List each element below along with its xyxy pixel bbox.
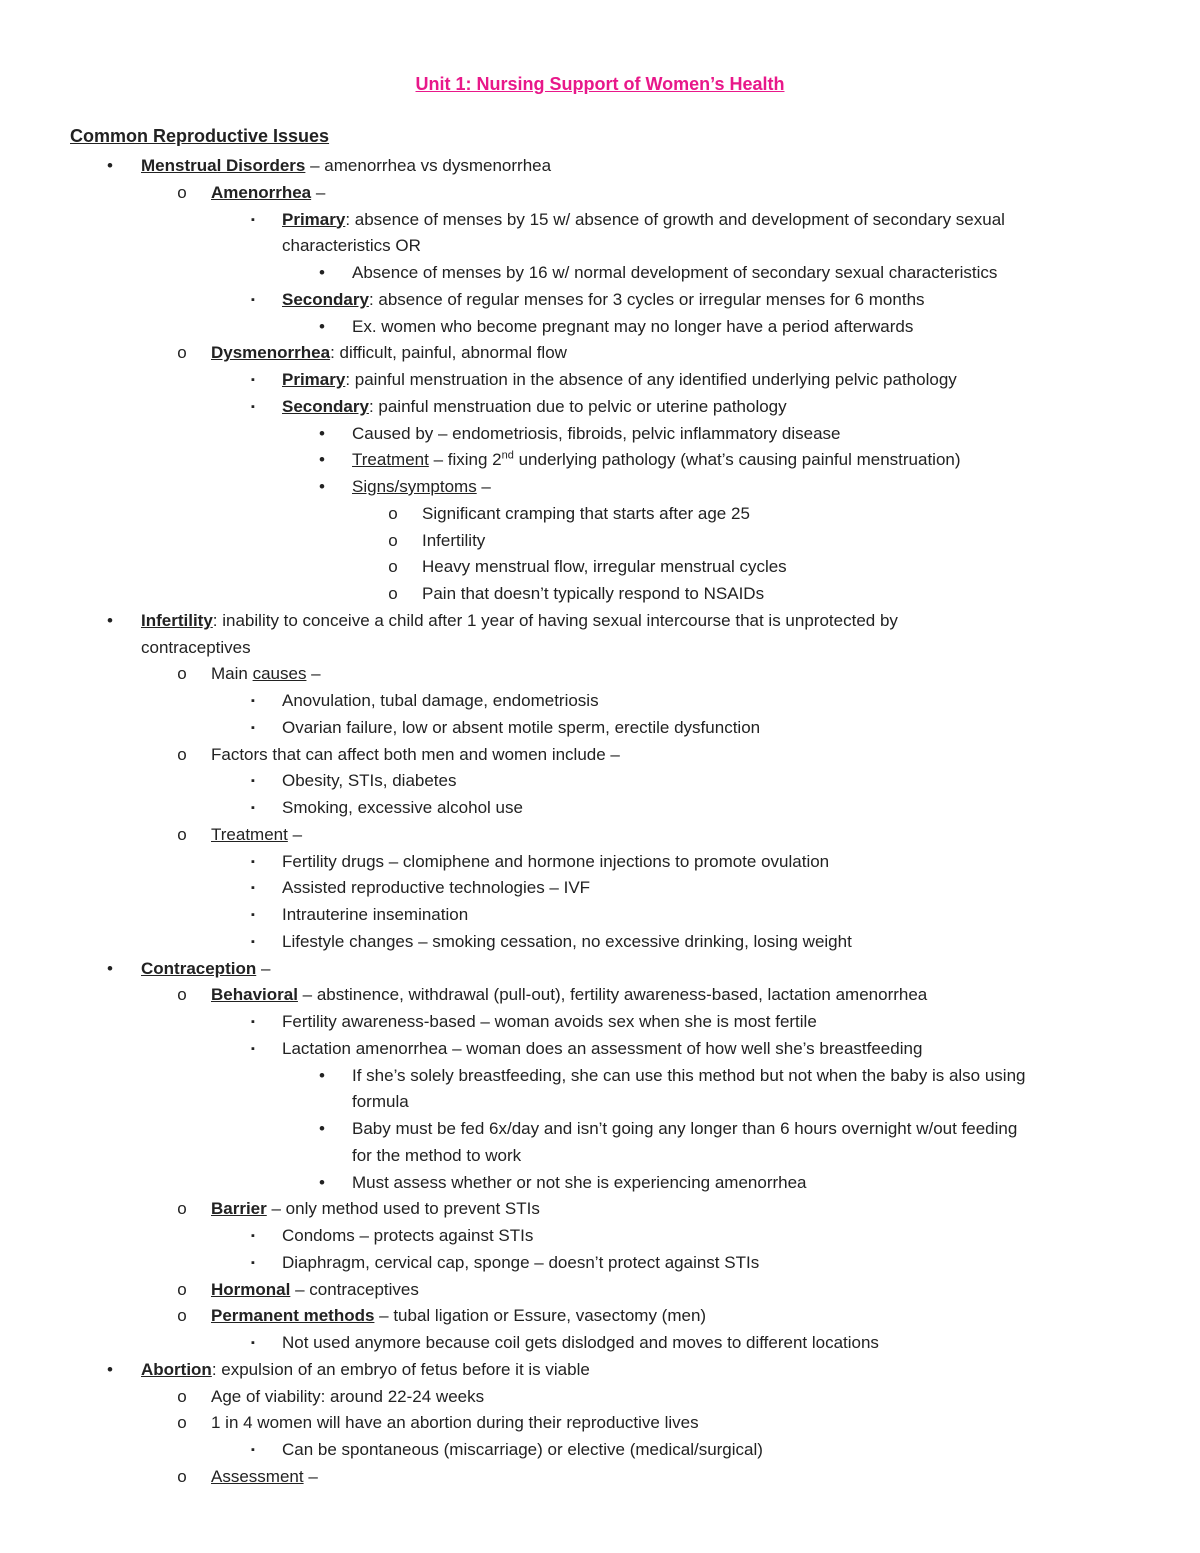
- bullet-icon: ▪: [251, 213, 255, 226]
- term-label: Amenorrhea: [211, 182, 312, 202]
- list-item-text: [282, 1330, 879, 1356]
- text-run: Pain that doesn’t typically respond to NSAIDs: [422, 584, 765, 603]
- bullet-icon: ▪: [251, 1230, 255, 1242]
- text-run: Lifestyle changes – smoking cessation, no excessive drinking, losing weight: [282, 931, 852, 951]
- text-run: Caused by – endometriosis, fibroids, pelvic inflammatory disease: [352, 423, 841, 443]
- text-run: Main: [211, 664, 253, 684]
- list-item-text: [422, 528, 485, 554]
- list-item-text: [282, 875, 590, 901]
- list-item-text: [282, 688, 599, 714]
- list-item-text: [282, 1036, 922, 1062]
- text-run: formula: [352, 1092, 409, 1112]
- term-label: Abortion: [141, 1359, 212, 1379]
- text-run: Ex. women who become pregnant may no longer have a period afterwards: [352, 316, 914, 336]
- list-item-text: [352, 1089, 409, 1115]
- text-run: Lactation amenorrhea – woman does an assessment of how well she’s breastfeeding: [282, 1038, 923, 1058]
- bullet-icon: •: [319, 423, 325, 443]
- bullet-icon: •: [319, 263, 325, 282]
- bullet-icon: o: [388, 584, 398, 603]
- bullet-icon: ▪: [251, 935, 255, 948]
- list-item-text: [422, 581, 764, 607]
- text-run: contraceptives: [141, 637, 251, 657]
- bullet-icon: •: [107, 1359, 113, 1379]
- list-item-text: [282, 367, 957, 393]
- list-item-text: [211, 180, 325, 206]
- bullet-icon: o: [388, 557, 398, 577]
- bullet-icon: •: [107, 958, 113, 978]
- text-run: Significant cramping that starts after age 25: [422, 503, 750, 523]
- term-label: Secondary: [282, 396, 369, 416]
- list-item-text: [211, 1410, 699, 1436]
- list-item-text: [352, 1116, 1017, 1142]
- bullet-icon: o: [388, 503, 398, 523]
- list-item-text: [282, 287, 925, 313]
- bullet-icon: ▪: [251, 1444, 255, 1456]
- bullet-icon: ▪: [251, 293, 255, 306]
- list-item-text: [352, 1063, 1026, 1089]
- list-item-text: [211, 661, 321, 687]
- term-label: Barrier: [211, 1199, 267, 1219]
- term-label: Treatment: [211, 824, 288, 844]
- bullet-icon: ▪: [251, 1016, 255, 1028]
- term-label: Permanent methods: [211, 1306, 375, 1326]
- list-item-text: [282, 1009, 817, 1035]
- text-run: Absence of menses by 16 w/ normal development of secondary sexual characteristics: [352, 263, 998, 282]
- list-item-text: [282, 1223, 533, 1249]
- text-run: Infertility: [422, 530, 486, 550]
- bullet-icon: ▪: [251, 721, 255, 734]
- list-item-text: [141, 1357, 590, 1383]
- list-item-text: [282, 929, 852, 955]
- list-item-text: [211, 1303, 706, 1329]
- text-run: If she’s solely breastfeeding, she can use this method but not when the baby is also using: [352, 1065, 1026, 1085]
- bullet-icon: o: [177, 744, 187, 764]
- bullet-icon: •: [319, 477, 325, 496]
- text-run: Fertility drugs – clomiphene and hormone injections to promote ovulation: [282, 851, 830, 871]
- bullet-icon: ▪: [251, 909, 255, 921]
- bullet-icon: o: [388, 530, 398, 550]
- term-label: Dysmenorrhea: [211, 343, 331, 363]
- list-item-text: [141, 956, 270, 982]
- text-run: – only method used to prevent STIs: [266, 1199, 540, 1219]
- bullet-icon: •: [319, 1065, 325, 1085]
- text-run: –: [287, 824, 303, 844]
- text-run: Intrauterine insemination: [282, 905, 469, 924]
- bullet-icon: o: [177, 1306, 187, 1326]
- text-run: Factors that can affect both men and women include –: [211, 744, 620, 764]
- list-item-text: [352, 421, 841, 447]
- bullet-icon: o: [177, 343, 187, 363]
- list-item-text: [282, 207, 1005, 233]
- text-run: : inability to conceive a child after 1 year of having sexual intercourse that is unprotected by: [212, 610, 898, 630]
- list-item-text: [211, 1384, 484, 1410]
- text-run: – abstinence, withdrawal (pull-out), fertility awareness-based, lactation amenorrhea: [297, 985, 928, 1005]
- text-run: : absence of menses by 15 w/ absence of growth and development of secondary sexual: [345, 209, 1005, 229]
- term-label: Behavioral: [211, 985, 298, 1005]
- term-label: Assessment: [211, 1466, 304, 1486]
- bullet-icon: ▪: [251, 775, 255, 788]
- list-item-text: [282, 394, 787, 420]
- term-label: Secondary: [282, 289, 369, 309]
- list-item-text: [141, 153, 551, 179]
- list-item-text: [352, 1170, 807, 1196]
- term-label: Primary: [282, 370, 346, 389]
- bullet-icon: ▪: [251, 855, 255, 868]
- term-label: Hormonal: [211, 1279, 291, 1299]
- list-item-text: [352, 474, 491, 500]
- text-run: –: [476, 477, 491, 496]
- list-item-text: [211, 340, 567, 366]
- text-run: Age of viability: around 22-24 weeks: [211, 1386, 485, 1406]
- text-run: – tubal ligation or Essure, vasectomy (men): [374, 1306, 707, 1326]
- list-item-text: [282, 1437, 763, 1463]
- list-item-text: [422, 501, 750, 527]
- list-item-text: [352, 447, 961, 473]
- bullet-icon: •: [319, 450, 325, 470]
- term-label: Contraception: [141, 958, 257, 978]
- bullet-icon: ▪: [251, 802, 255, 814]
- text-run: : absence of regular menses for 3 cycles or irregular menses for 6 months: [368, 289, 925, 309]
- text-run: –: [311, 182, 326, 202]
- text-run: Baby must be fed 6x/day and isn’t going any longer than 6 hours overnight w/out feeding: [352, 1119, 1018, 1138]
- bullet-icon: ▪: [251, 1256, 255, 1269]
- text-run: for the method to work: [352, 1145, 522, 1165]
- list-item-text: [352, 260, 997, 286]
- text-run: Must assess whether or not she is experiencing amenorrhea: [352, 1172, 807, 1192]
- bullet-icon: •: [319, 1172, 325, 1192]
- term-label: Infertility: [141, 610, 213, 630]
- text-run: – contraceptives: [290, 1279, 419, 1299]
- text-run: –: [303, 1466, 318, 1486]
- list-item-text: [211, 742, 620, 768]
- list-item-text: [211, 1196, 540, 1222]
- text-run: Ovarian failure, low or absent motile sperm, erectile dysfunction: [282, 717, 761, 737]
- text-run: : expulsion of an embryo of fetus before it is viable: [211, 1359, 590, 1379]
- list-item-text: [211, 1277, 419, 1303]
- text-run: Can be spontaneous (miscarriage) or elective (medical/surgical): [282, 1440, 763, 1459]
- list-item-text: [282, 795, 523, 821]
- bullet-icon: o: [177, 1279, 187, 1299]
- list-item-text: [211, 822, 302, 848]
- text-run: Smoking, excessive alcohol use: [282, 798, 523, 817]
- text-run: Anovulation, tubal damage, endometriosis: [282, 691, 599, 710]
- bullet-icon: ▪: [251, 1042, 255, 1055]
- text-run: Diaphragm, cervical cap, sponge – doesn’t protect against STIs: [282, 1252, 760, 1272]
- term-label: Signs/symptoms: [352, 477, 477, 496]
- list-item-text: [352, 314, 913, 340]
- text-run: – amenorrhea vs dysmenorrhea: [305, 156, 552, 175]
- list-item-text: [211, 982, 927, 1008]
- section-heading: Common Reproductive Issues: [70, 126, 330, 146]
- text-run: Condoms – protects against STIs: [282, 1226, 534, 1245]
- text-run: Not used anymore because coil gets dislodged and moves to different locations: [282, 1333, 879, 1352]
- text-run: : painful menstruation due to pelvic or uterine pathology: [368, 396, 787, 416]
- text-run: Obesity, STIs, diabetes: [282, 771, 457, 791]
- bullet-icon: ▪: [251, 374, 255, 386]
- list-item-text: [211, 1464, 318, 1490]
- page-title: Unit 1: Nursing Support of Women’s Health: [415, 74, 785, 94]
- term-label: Menstrual Disorders: [141, 156, 306, 175]
- text-run: characteristics OR: [282, 236, 421, 256]
- term-label: Treatment: [352, 450, 429, 470]
- text-run: : difficult, painful, abnormal flow: [330, 343, 567, 363]
- list-item-text: [282, 902, 468, 928]
- list-item-text: [282, 1250, 759, 1276]
- bullet-icon: ▪: [251, 400, 255, 413]
- text-run: –: [256, 958, 271, 978]
- list-item-text: [352, 1143, 521, 1169]
- text-run: –: [306, 664, 321, 684]
- list-item-text: [282, 715, 760, 741]
- bullet-icon: o: [177, 824, 187, 844]
- bullet-icon: •: [107, 610, 113, 630]
- term-label: nd: [501, 449, 514, 462]
- bullet-icon: •: [319, 316, 325, 336]
- text-run: : painful menstruation in the absence of any identified underlying pelvic pathology: [345, 370, 957, 389]
- bullet-icon: o: [177, 1386, 187, 1406]
- bullet-icon: o: [177, 1466, 187, 1486]
- list-item-text: [422, 554, 787, 580]
- list-item-text: [282, 849, 829, 875]
- term-label: causes: [252, 664, 307, 684]
- bullet-icon: ▪: [251, 695, 255, 707]
- list-item-text: [141, 635, 251, 661]
- bullet-icon: ▪: [251, 882, 255, 895]
- bullet-icon: •: [319, 1119, 325, 1138]
- list-item-text: [282, 768, 456, 794]
- text-run: underlying pathology (what’s causing painful menstruation): [513, 450, 961, 470]
- bullet-icon: o: [177, 985, 187, 1005]
- text-run: Assisted reproductive technologies – IVF: [282, 878, 591, 898]
- text-run: 1 in 4 women will have an abortion during their reproductive lives: [211, 1413, 699, 1433]
- bullet-icon: ▪: [251, 1337, 255, 1349]
- bullet-icon: o: [177, 1199, 187, 1219]
- text-run: Fertility awareness-based – woman avoids sex when she is most fertile: [282, 1012, 817, 1031]
- text-run: Heavy menstrual flow, irregular menstrual cycles: [422, 557, 787, 577]
- bullet-icon: o: [177, 182, 187, 202]
- term-label: Primary: [282, 209, 346, 229]
- bullet-icon: •: [107, 156, 113, 175]
- text-run: – fixing 2: [428, 450, 502, 470]
- list-item-text: [141, 608, 898, 634]
- bullet-icon: o: [177, 664, 187, 684]
- list-item-text: [282, 233, 421, 259]
- bullet-icon: o: [177, 1413, 187, 1433]
